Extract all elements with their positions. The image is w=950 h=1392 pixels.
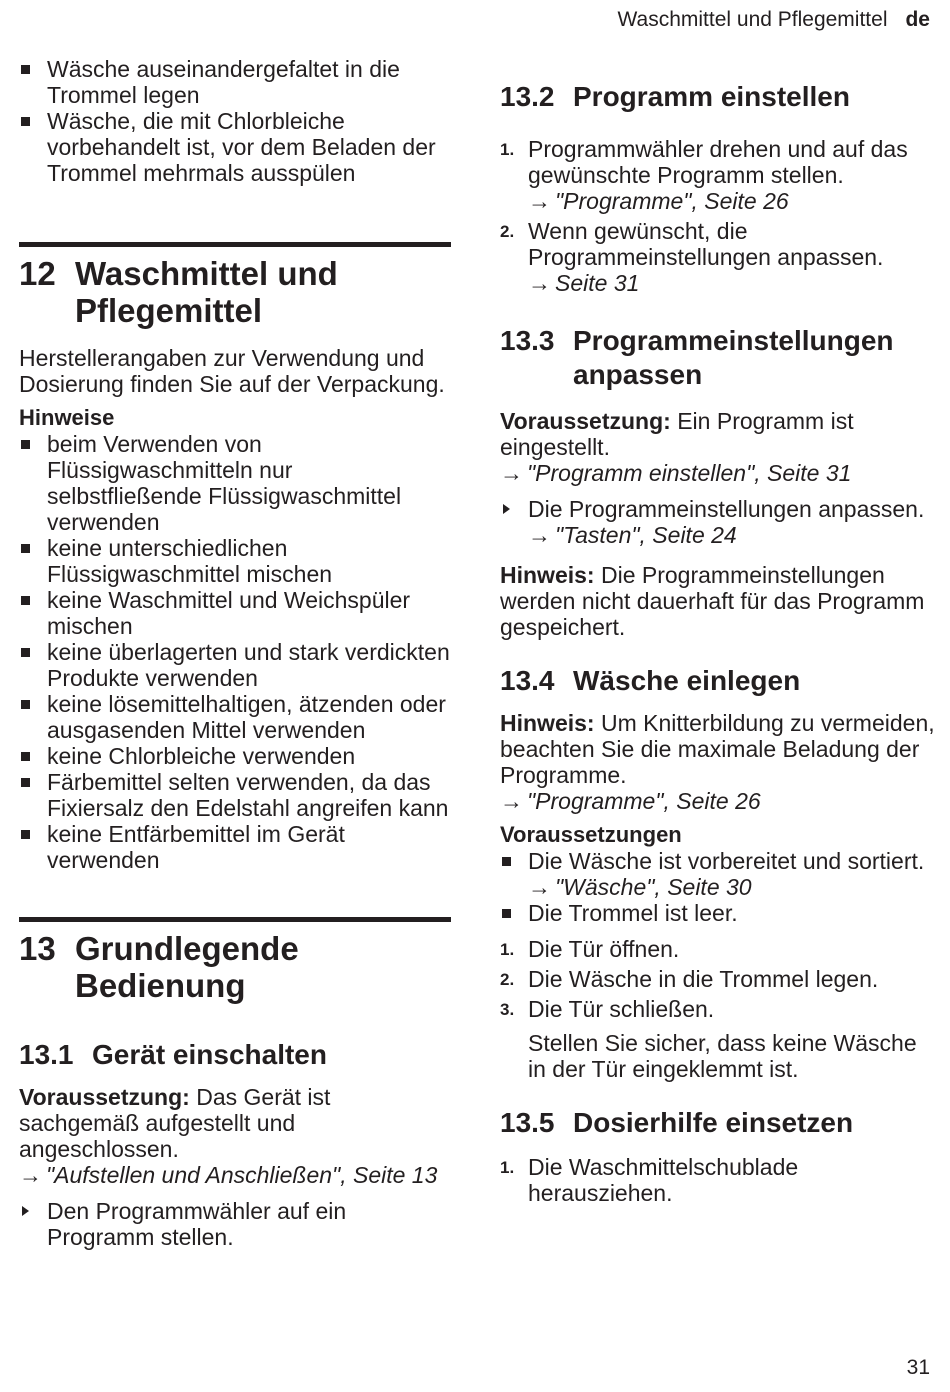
arrow-right-icon: → [528, 270, 551, 296]
section-title: Programm einstellen [573, 81, 850, 112]
cross-reference-text: "Programme", Seite 26 [555, 188, 789, 214]
intro-bullet-list [19, 56, 451, 186]
section-number: 13.1 [19, 1039, 74, 1070]
arrow-right-icon: → [528, 522, 551, 548]
page-number: 31 [906, 1356, 930, 1379]
step-item [500, 936, 940, 962]
step-item [500, 218, 940, 296]
section-13-2-steps [500, 136, 940, 296]
section-13-3-heading [500, 324, 940, 392]
list-item: keine lösemittelhaltigen, ätzenden oder ausgasenden Mittel verwenden [19, 691, 451, 743]
language-code: de [905, 8, 930, 31]
chapter-12-heading [19, 242, 451, 329]
list-item: keine unterschiedlichen Flüssigwaschmittel mischen [19, 535, 451, 587]
step-item [500, 996, 940, 1022]
list-item: Die Trommel ist leer. [500, 900, 940, 926]
cross-reference-link[interactable] [500, 460, 940, 486]
section-13-4-steps [500, 936, 940, 1022]
list-item: keine Chlorbleiche verwenden [19, 743, 451, 769]
section-title: Dosierhilfe einsetzen [573, 1107, 854, 1138]
cross-reference-link[interactable] [528, 874, 752, 900]
note-text: Die Programmeinstellungen werden nicht dauerhaft für das Programm gespeichert. [500, 562, 925, 640]
section-13-2-heading [500, 80, 940, 114]
step-number: 1. [500, 1158, 515, 1177]
cross-reference-text: "Programm einstellen", Seite 31 [527, 460, 852, 486]
section-title: Wäsche einlegen [573, 665, 801, 696]
list-item: beim Verwenden von Flüssigwaschmitteln nur selbstfließende Flüssigwaschmittel verwenden [19, 431, 451, 535]
cross-reference-text: "Wäsche", Seite 30 [555, 874, 752, 900]
section-13-4-heading [500, 664, 940, 698]
prerequisite-label: Voraussetzung: [19, 1084, 190, 1110]
cross-reference-link[interactable] [500, 788, 940, 814]
action-text: Die Programmeinstellungen anpassen. [528, 496, 925, 522]
step-text: Die Wäsche in die Trommel legen. [528, 966, 879, 992]
running-header [617, 8, 930, 32]
prerequisite-text: Das Gerät ist sachgemäß aufgestellt und angeschlossen. [19, 1084, 331, 1162]
step-text: Die Tür öffnen. [528, 936, 680, 962]
list-item [500, 848, 940, 900]
step-number: 1. [500, 140, 515, 159]
cross-reference-link[interactable] [19, 1162, 451, 1188]
action-list [500, 496, 940, 548]
prerequisite-label: Voraussetzung: [500, 408, 671, 434]
arrow-right-icon: → [528, 874, 551, 900]
cross-reference-text: "Programme", Seite 26 [527, 788, 761, 814]
step-number: 1. [500, 940, 515, 959]
section-number: 13.3 [500, 325, 555, 356]
notes-label: Hinweise [19, 405, 115, 430]
section-13-1-prerequisite [19, 1084, 451, 1162]
section-13-5-heading [500, 1106, 940, 1140]
note-text: Um Knitterbildung zu vermeiden, beachten Sie die maximale Beladung der Programme. [500, 710, 935, 788]
cross-reference-link[interactable] [528, 522, 737, 548]
action-item: Den Programmwähler auf ein Programm stellen. [19, 1198, 451, 1250]
prerequisites-label: Voraussetzungen [500, 822, 682, 847]
section-title: Gerät einschalten [92, 1039, 327, 1070]
section-number: 13.4 [500, 665, 555, 696]
right-column [500, 80, 940, 1206]
chapter-12-intro: Herstellerangaben zur Verwendung und Dosierung finden Sie auf der Verpackung. [19, 345, 445, 397]
list-item: keine überlagerten und stark verdickten Produkte verwenden [19, 639, 451, 691]
section-number: 13.2 [500, 81, 555, 112]
step-item [500, 1154, 940, 1206]
cross-reference-text: Seite 31 [555, 270, 640, 296]
section-13-3-prerequisite [500, 408, 940, 460]
step-text: Programmwähler drehen und auf das gewünschte Programm stellen. [528, 136, 908, 188]
step-text: Die Waschmittelschublade herausziehen. [528, 1154, 799, 1206]
arrow-right-icon: → [528, 188, 551, 214]
list-item: Wäsche auseinandergefaltet in die Trommel legen [19, 56, 451, 108]
section-number: 13.5 [500, 1107, 555, 1138]
step-text: Wenn gewünscht, die Programmeinstellungen anpassen. [528, 218, 884, 270]
section-title: Programmeinstellungen anpassen [573, 325, 894, 390]
section-13-3-note [500, 562, 940, 640]
section-13-1-heading [19, 1038, 451, 1072]
note-label: Hinweis: [500, 710, 595, 736]
running-header-title: Waschmittel und Pflegemittel [617, 8, 888, 31]
section-13-5-steps [500, 1154, 940, 1206]
chapter-title: Waschmittel und Pflegemittel [75, 255, 338, 329]
step-item [500, 966, 940, 992]
section-13-4-note [500, 710, 940, 788]
chapter-title: Grundlegende Bedienung [75, 930, 299, 1004]
left-column [19, 56, 451, 1250]
step-number: 2. [500, 222, 515, 241]
step-note: Stellen Sie sicher, dass keine Wäsche in der Tür eingeklemmt ist. [528, 1030, 917, 1082]
list-item: Wäsche, die mit Chlorbleiche vorbehandelt ist, vor dem Beladen der Trommel mehrmals ausspülen [19, 108, 451, 186]
cross-reference-link[interactable] [528, 270, 639, 296]
chapter-number: 12 [19, 255, 56, 292]
list-item-text: Die Wäsche ist vorbereitet und sortiert. [528, 848, 925, 874]
prerequisites-list [500, 848, 940, 926]
cross-reference-link[interactable] [528, 188, 789, 214]
prerequisite-text: Ein Programm ist eingestellt. [500, 408, 854, 460]
note-label: Hinweis: [500, 562, 595, 588]
notes-list [19, 431, 451, 873]
cross-reference-text: "Tasten", Seite 24 [555, 522, 737, 548]
arrow-right-icon: → [500, 460, 523, 486]
step-number: 2. [500, 970, 515, 989]
list-item: Färbemittel selten verwenden, da das Fixiersalz den Edelstahl angreifen kann [19, 769, 451, 821]
cross-reference-text: "Aufstellen und Anschließen", Seite 13 [46, 1162, 438, 1188]
chapter-number: 13 [19, 930, 56, 967]
arrow-right-icon: → [19, 1162, 42, 1188]
step-number: 3. [500, 1000, 515, 1019]
step-item [500, 136, 940, 214]
step-text: Die Tür schließen. [528, 996, 715, 1022]
action-list [19, 1198, 451, 1250]
list-item: keine Entfärbemittel im Gerät verwenden [19, 821, 451, 873]
chapter-13-heading [19, 917, 451, 1004]
list-item: keine Waschmittel und Weichspüler mischen [19, 587, 451, 639]
arrow-right-icon: → [500, 788, 523, 814]
action-item [500, 496, 940, 548]
